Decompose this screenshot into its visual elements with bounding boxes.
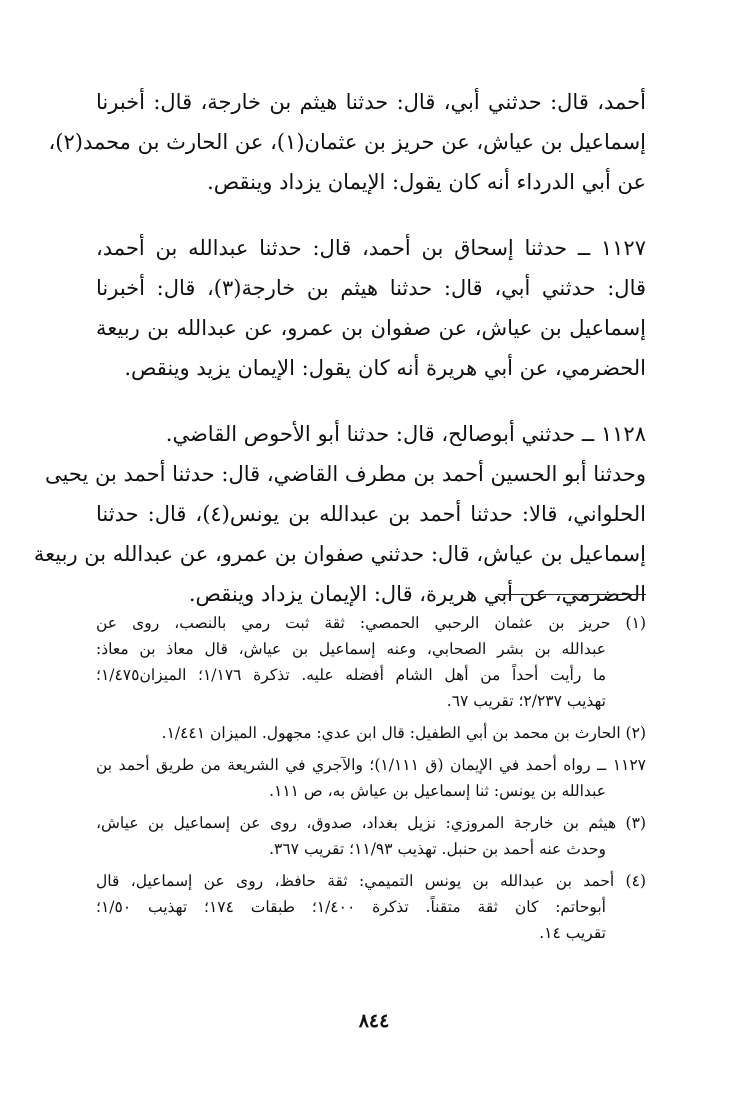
- text-line: قال: حدثني أبي، قال: حدثنا هيثم بن خارجة(٣)، قال: أخبرنا: [96, 276, 646, 300]
- hadith-1128: [33, 414, 646, 614]
- text-line: إسماعيل بن عياش، قال: حدثني صفوان بن عمرو، عن عبدالله بن ربيعة: [33, 542, 646, 566]
- footnote-1: [96, 610, 646, 714]
- footnote-line: ما رأيت أحداً من أهل الشام أفضله عليه. تذكرة ١/١٧٦؛ الميزان١/٤٧٥؛: [96, 666, 606, 684]
- footnotes: [96, 610, 646, 952]
- text-line: ١١٢٧ ــ حدثنا إسحاق بن أحمد، قال: حدثنا عبدالله بن أحمد،: [96, 236, 646, 260]
- footnote-line: ١١٢٧ ــ رواه أحمد في الإيمان (ق ١/١١١)؛ والآجري في الشريعة من طريق أحمد بن: [96, 756, 646, 774]
- footnote-4: [96, 868, 646, 946]
- footnote-line: عبدالله بن يونس: ثنا إسماعيل بن عياش به، ص ١١١.: [269, 782, 606, 800]
- text-line: الحلواني، قالا: حدثنا أحمد بن عبدالله بن يونس(٤)، قال: حدثنا: [96, 502, 646, 526]
- takhrij-1127: [96, 752, 646, 804]
- text-line: الحضرمي، عن أبي هريرة أنه كان يقول: الإيمان يزيد وينقص.: [124, 356, 646, 380]
- footnote-line: (١) حريز بن عثمان الرحبي الحمصي: ثقة ثبت رمي بالنصب، روى عن: [96, 614, 646, 632]
- footnote-line: (٤) أحمد بن عبدالله بن يونس التميمي: ثقة حافظ، روى عن إسماعيل، قال: [96, 872, 646, 890]
- footnote-line: عبدالله بن بشر الصحابي، وعنه إسماعيل بن عياش، قال معاذ بن معاذ:: [96, 640, 606, 658]
- text-line: وحدثنا أبو الحسين أحمد بن مطرف القاضي، قال: حدثنا أحمد بن يحيى: [45, 462, 646, 486]
- text-line: عن أبي الدرداء أنه كان يقول: الإيمان يزداد وينقص.: [207, 170, 646, 194]
- footnote-line: أبوحاتم: كان ثقة متقناً. تذكرة ١/٤٠٠؛ طبقات ١٧٤؛ تهذيب ١/٥٠؛: [96, 898, 606, 916]
- footnote-line: تهذيب ٢/٢٣٧؛ تقريب ٦٧.: [446, 692, 606, 710]
- text-line: أحمد، قال: حدثني أبي، قال: حدثنا هيثم بن خارجة، قال: أخبرنا: [96, 90, 646, 114]
- footnote-3: [96, 810, 646, 862]
- text-line: إسماعيل بن عياش، عن حريز بن عثمان(١)، عن الحارث بن محمد(٢)،: [48, 130, 646, 154]
- hadith-1126-continuation: [48, 82, 646, 202]
- footnote-divider: [498, 594, 646, 595]
- page-number: ٨٤٤: [358, 1010, 390, 1032]
- text-line: ١١٢٨ ــ حدثني أبوصالح، قال: حدثنا أبو الأحوص القاضي.: [165, 422, 646, 446]
- footnote-line: (٣) هيثم بن خارجة المروزي: نزيل بغداد، صدوق، روى عن إسماعيل بن عياش،: [96, 814, 646, 832]
- text-line: الحضرمي، عن أبي هريرة، قال: الإيمان يزداد وينقص.: [188, 582, 646, 606]
- footnote-line: وحدث عنه أحمد بن حنبل. تهذيب ١١/٩٣؛ تقريب ٣٦٧.: [269, 840, 606, 858]
- text-line: إسماعيل بن عياش، عن صفوان بن عمرو، عن عبدالله بن ربيعة: [96, 316, 646, 340]
- footnote-line: (٢) الحارث بن محمد بن أبي الطفيل: قال ابن عدي: مجهول. الميزان ١/٤٤١.: [161, 724, 646, 742]
- footnote-line: تقريب ١٤.: [539, 924, 606, 942]
- hadith-1127: [96, 228, 646, 388]
- footnote-2: [96, 720, 646, 746]
